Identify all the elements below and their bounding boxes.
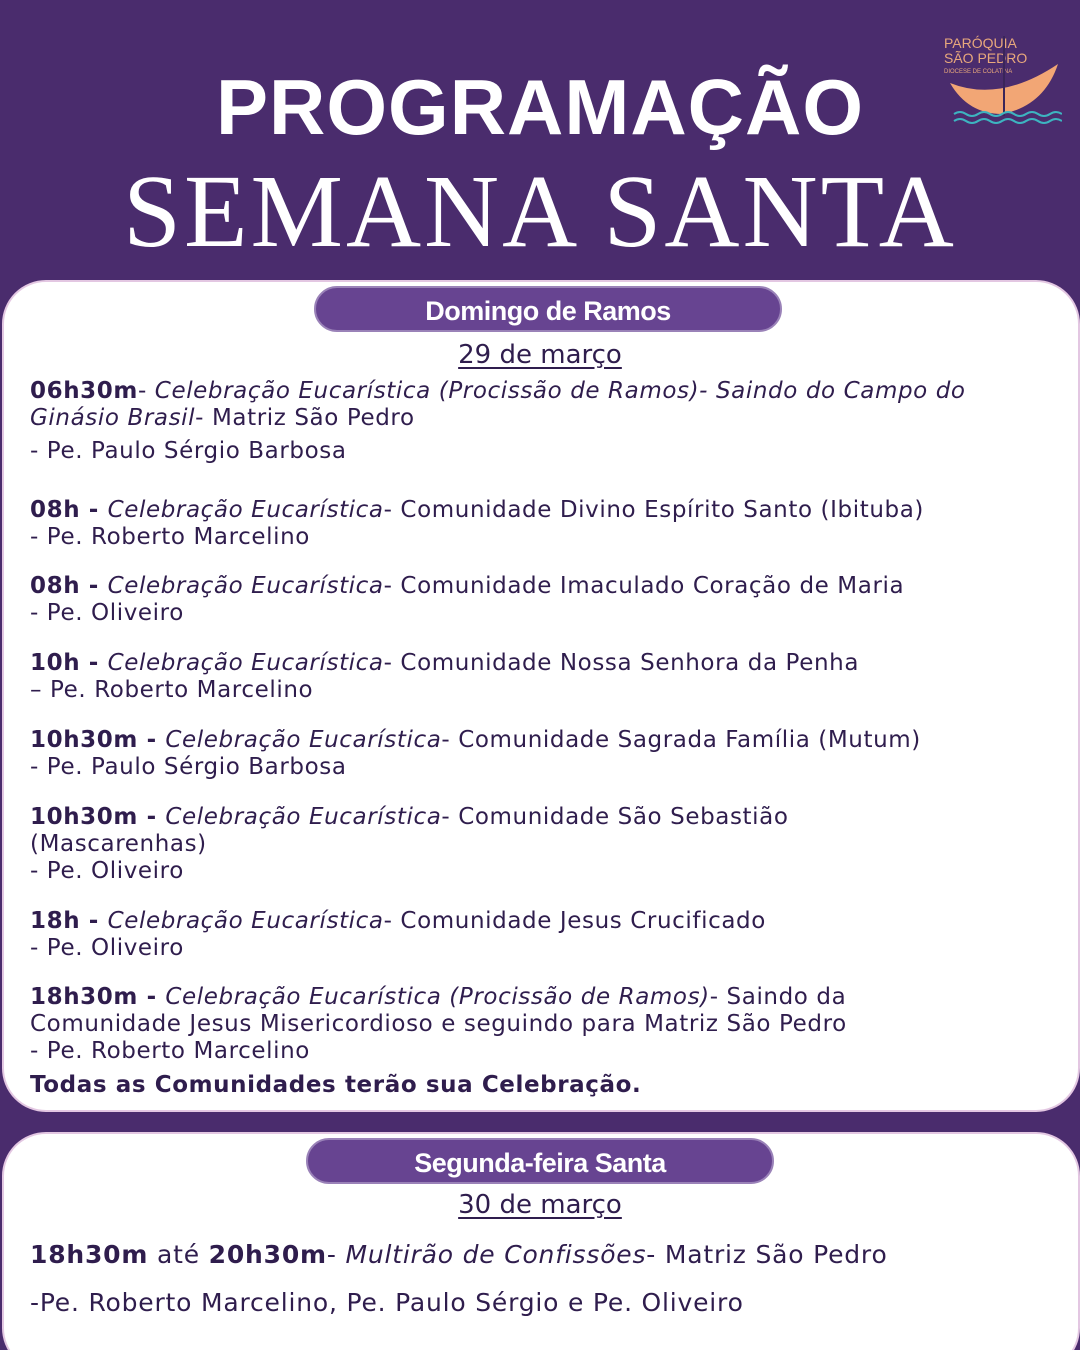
event-item: 10h30m - Celebração Eucarística- Comunidade São Sebastião (Mascarenhas) - Pe. Oliveiro [30, 804, 880, 885]
event-priest: - Pe. Oliveiro [30, 935, 184, 961]
section-date-domingo: 29 de março [458, 340, 622, 370]
event-item: 08h - Celebração Eucarística- Comunidade Divino Espírito Santo (Ibituba) - Pe. Roberto Marcelino [30, 497, 1050, 551]
page-title-line1: PROGRAMAÇÃO [216, 63, 864, 151]
event-type: Celebração Eucarística [165, 804, 442, 830]
event-type: Celebração Eucarística (Procissão de Ramos) [165, 984, 710, 1010]
logo-text-line1: PARÓQUIA [944, 35, 1017, 51]
event-type: Celebração Eucarística [107, 908, 384, 934]
event-place: - Comunidade Divino Espírito Santo (Ibituba) [383, 497, 924, 523]
logo-text-line2: SÃO PEDRO [944, 50, 1028, 66]
event-time: 18h30m [30, 984, 138, 1010]
event-priest: - Pe. Roberto Marcelino [30, 524, 310, 550]
event-place: - Comunidade Sagrada Família (Mutum) [441, 727, 921, 753]
event-place: - Matriz São Pedro [195, 405, 415, 431]
event-place: - Matriz São Pedro [646, 1240, 888, 1269]
event-item: 18h30m até 20h30m- Multirão de Confissões- Matriz São Pedro [30, 1240, 888, 1269]
event-priest: - Pe. Oliveiro [30, 858, 184, 884]
section-title-segunda: Segunda-feira Santa [306, 1138, 774, 1184]
event-item: 06h30m- Celebração Eucarística (Procissão de Ramos)- Saindo do Campo do Ginásio Brasil- Matriz São Pedro [30, 378, 966, 431]
event-type: Celebração Eucarística (Procissão de Ramos)- Saindo do Campo do Ginásio Brasil [30, 378, 966, 431]
event-item: 10h - Celebração Eucarística- Comunidade Nossa Senhora da Penha – Pe. Roberto Marcelino [30, 650, 1050, 704]
event-time-end: 20h30m [208, 1240, 327, 1269]
event-priest: - Pe. Roberto Marcelino [30, 1038, 310, 1064]
event-type: Celebração Eucarística [107, 573, 384, 599]
event-place: - Comunidade Imaculado Coração de Maria [383, 573, 905, 599]
event-time: 18h [30, 908, 81, 934]
event-time: 18h30m [30, 1240, 149, 1269]
event-item: 08h - Celebração Eucarística- Comunidade Imaculado Coração de Maria - Pe. Oliveiro [30, 573, 1050, 627]
event-priest: – Pe. Roberto Marcelino [30, 677, 314, 703]
event-place: - Comunidade Nossa Senhora da Penha [383, 650, 860, 676]
event-item: 18h - Celebração Eucarística- Comunidade Jesus Crucificado - Pe. Oliveiro [30, 908, 1050, 962]
section-note: Todas as Comunidades terão sua Celebração. [30, 1072, 642, 1098]
event-time: 10h [30, 650, 81, 676]
section-date-segunda: 30 de março [458, 1190, 622, 1220]
event-place: - Comunidade Jesus Crucificado [383, 908, 766, 934]
event-time: 10h30m [30, 804, 138, 830]
event-place: - Saindo da Comunidade Jesus Misericordioso e seguindo para Matriz São Pedro [30, 984, 847, 1037]
page-title-line2: SEMANA SANTA [123, 154, 957, 269]
event-priest: - Pe. Oliveiro [30, 600, 184, 626]
event-place: - Comunidade São Sebastião (Mascarenhas) [30, 804, 789, 857]
event-item: 18h30m - Celebração Eucarística (Procissão de Ramos)- Saindo da Comunidade Jesus Misericordioso e seguindo para Matriz São Pedro - Pe. Roberto Marcelino [30, 984, 970, 1065]
event-priest: -Pe. Roberto Marcelino, Pe. Paulo Sérgio e Pe. Oliveiro [30, 1288, 744, 1317]
event-time: 08h [30, 497, 81, 523]
event-item: 10h30m - Celebração Eucarística- Comunidade Sagrada Família (Mutum) - Pe. Paulo Sérgio Barbosa [30, 727, 1050, 781]
event-time: 06h30m [30, 378, 138, 404]
wave-icon-2 [954, 119, 1062, 123]
event-type: Celebração Eucarística [107, 650, 384, 676]
event-type: Multirão de Confissões [345, 1240, 647, 1269]
parish-logo [940, 28, 1062, 128]
event-type: Celebração Eucarística [107, 497, 384, 523]
event-type: Celebração Eucarística [165, 727, 442, 753]
logo-text-line3: DIOCESE DE COLATINA [944, 69, 1013, 75]
event-priest: - Pe. Paulo Sérgio Barbosa [30, 438, 347, 464]
event-time: 08h [30, 573, 81, 599]
event-priest: - Pe. Paulo Sérgio Barbosa [30, 754, 347, 780]
section-title-domingo: Domingo de Ramos [314, 286, 782, 332]
event-time: 10h30m [30, 727, 138, 753]
wave-icon [954, 112, 1062, 116]
